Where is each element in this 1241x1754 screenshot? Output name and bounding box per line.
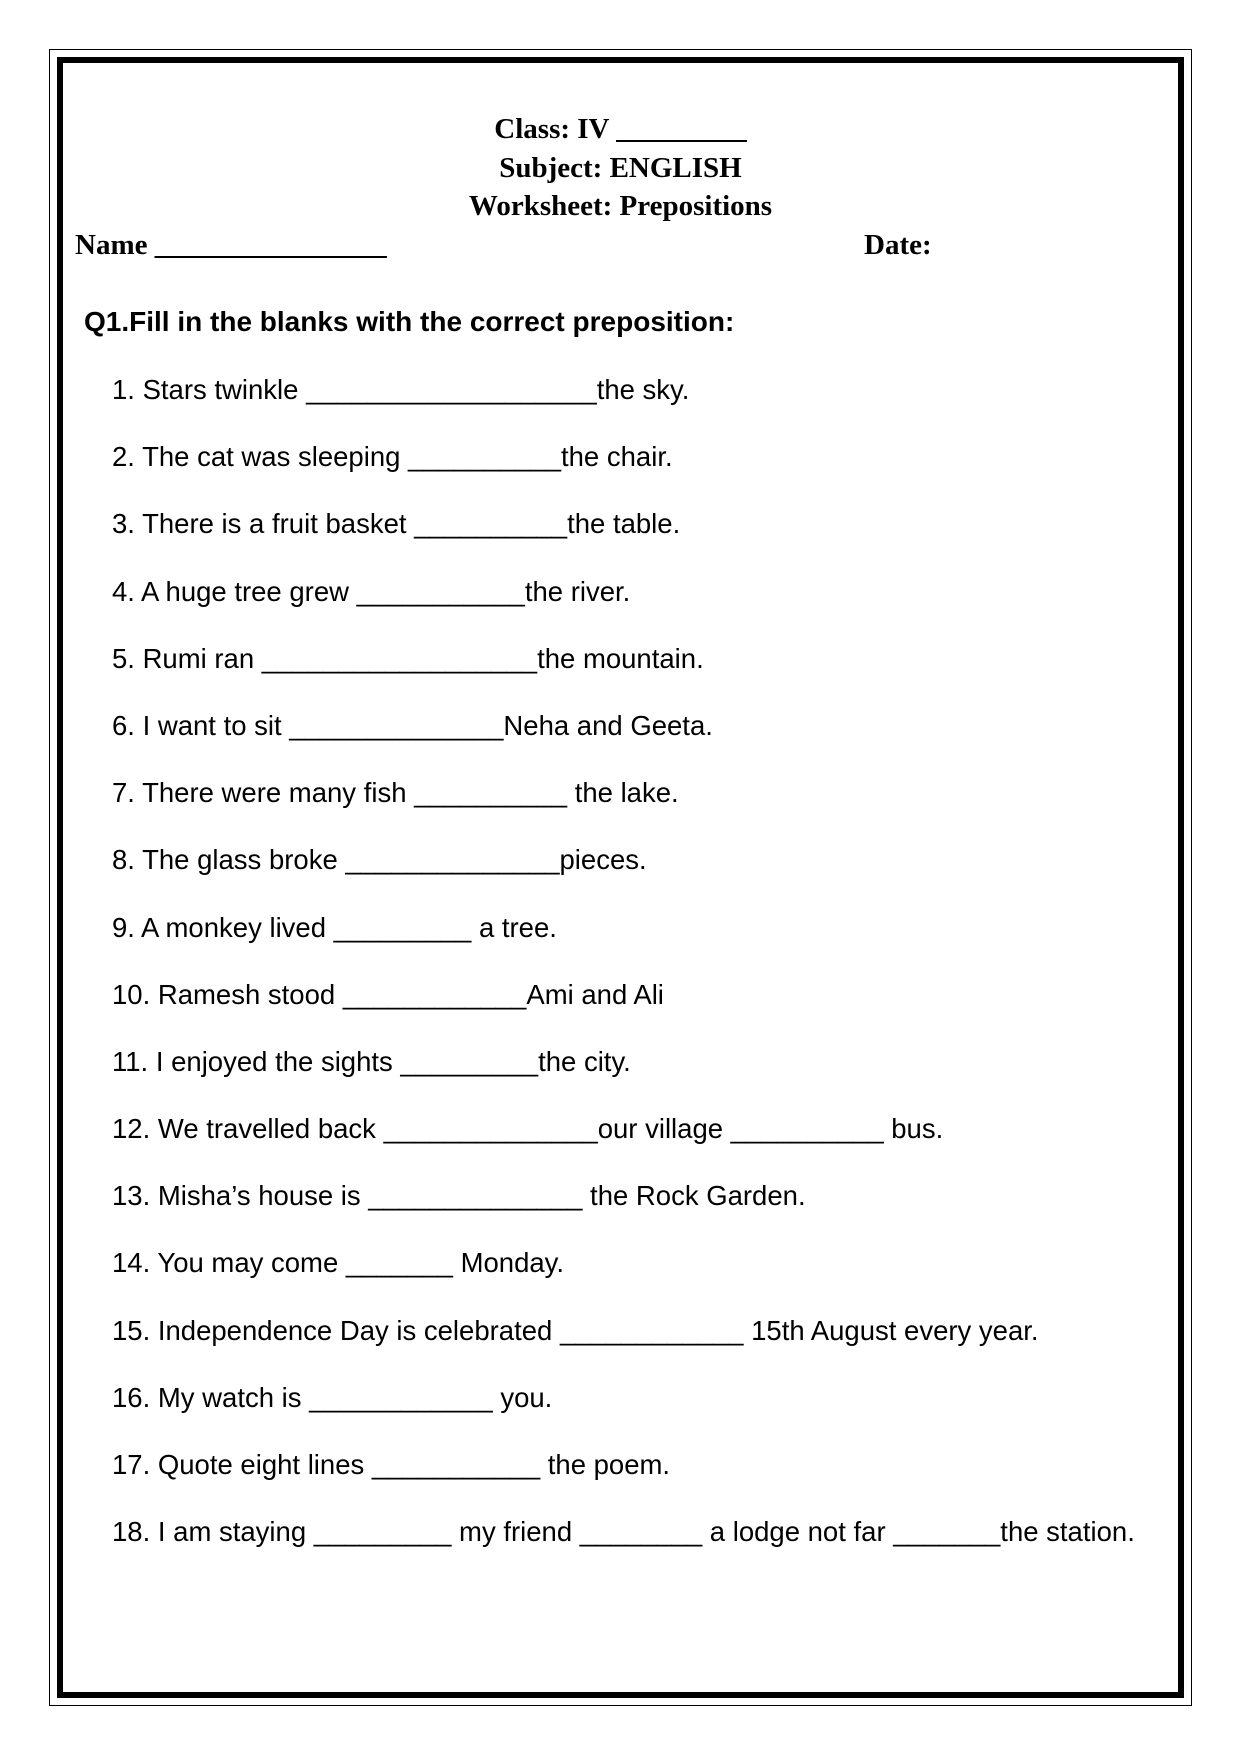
question-item-1: 1. Stars twinkle ___________________the sky. [112,374,690,405]
question-item-3: 3. There is a fruit basket __________the table. [112,508,681,540]
question-title: Q1.Fill in the blanks with the correct preposition: [84,306,735,337]
name-field: Name ________________ [75,229,387,261]
question-item-7: 7. There were many fish __________ the lake. [112,777,679,809]
question-item-12: 12. We travelled back ______________our village __________ bus. [112,1113,944,1145]
question-item-10: 10. Ramesh stood ____________Ami and Ali [112,978,664,1010]
subject-line: Subject: ENGLISH [499,152,742,184]
question-item-2: 2. The cat was sleeping __________the chair. [112,441,673,473]
question-item-11: 11. I enjoyed the sights _________the city. [112,1045,631,1077]
question-item-16: 16. My watch is ____________ you. [112,1381,553,1413]
question-item-13: 13. Misha’s house is ______________ the Rock Garden. [112,1180,806,1212]
question-item-5: 5. Rumi ran __________________the mountain. [112,642,704,674]
worksheet-title: Worksheet: Prepositions [468,190,773,222]
question-item-17: 17. Quote eight lines ___________ the poem. [112,1449,671,1480]
question-item-14: 14. You may come _______ Monday. [112,1247,565,1279]
class-line: Class: IV _________ [494,113,747,145]
question-item-6: 6. I want to sit ______________Neha and Geeta. [112,709,713,741]
question-list [112,372,1135,1581]
question-item-9: 9. A monkey lived _________ a tree. [112,911,557,943]
date-field: Date: [864,229,932,261]
question-item-4: 4. A huge tree grew ___________the river. [112,575,631,607]
question-item-18: 18. I am staying _________ my friend ________ a lodge not far _______the station. [112,1516,1135,1548]
question-item-8: 8. The glass broke ______________pieces. [112,844,647,876]
question-item-15: 15. Independence Day is celebrated ____________ 15th August every year. [112,1314,1039,1346]
